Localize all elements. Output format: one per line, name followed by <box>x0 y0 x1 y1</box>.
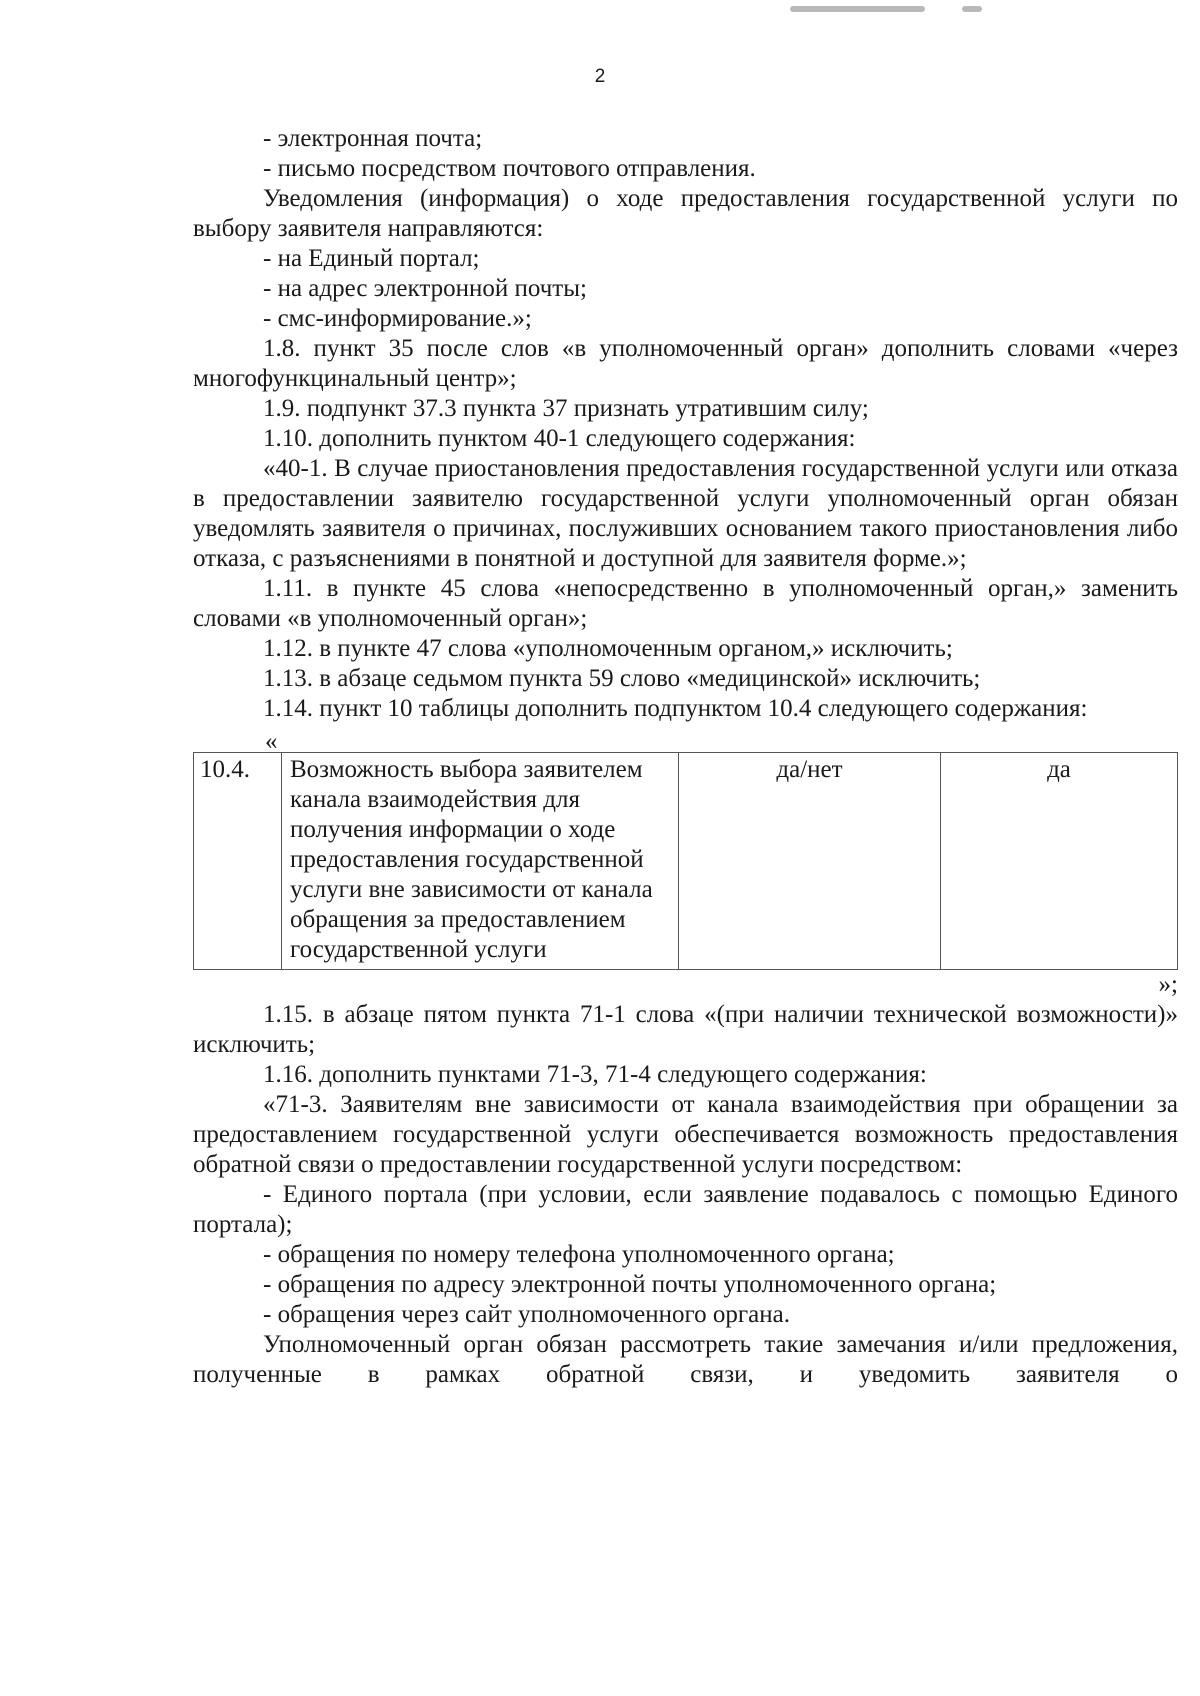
page-number: 2 <box>594 66 606 87</box>
list-item: - письмо посредством почтового отправления. <box>263 155 756 182</box>
paragraph-portal: - Единого портала (при условии, если заявление подавалось с помощью Единого портала); <box>193 1181 1178 1238</box>
paragraph-71-3: «71-3. Заявителям вне зависимости от канала взаимодействия при обращении за предоставлением государственной услуги обеспечивается возможность предоставления обратной связи о предоставлении государственной услуги посредством: <box>193 1091 1178 1178</box>
list-item: - электронная почта; <box>263 125 483 152</box>
paragraph-1-11: 1.11. в пункте 45 слова «непосредственно в уполномоченный орган,» заменить словами «в уполномоченный орган»; <box>193 575 1178 632</box>
quote-open: « <box>265 728 278 755</box>
paragraph-1-15: 1.15. в абзаце пятом пункта 71-1 слова «(при наличии технической возможности)» исключить; <box>193 1001 1178 1058</box>
paragraph-notifications: Уведомления (информация) о ходе предоставления государственной услуги по выбору заявителя направляются: <box>193 185 1178 242</box>
list-item: - смс-информирование.»; <box>263 305 532 332</box>
amendment-table <box>193 752 1178 970</box>
list-item: - на адрес электронной почты; <box>263 275 587 302</box>
list-item: - на Единый портал; <box>263 245 480 272</box>
paragraph-1-16: 1.16. дополнить пунктами 71-3, 71-4 следующего содержания: <box>263 1061 927 1088</box>
paragraph-final: Уполномоченный орган обязан рассмотреть такие замечания и/или предложения, полученные в рамках обратной связи, и уведомить заявителя о <box>193 1331 1178 1388</box>
paragraph-40-1: «40-1. В случае приостановления предоставления государственной услуги или отказа в предоставлении заявителю государственной услуги уполномоченный орган обязан уведомлять заявителя о причинах, послуживших основанием такого приостановления либо отказа, с разъяснениями в понятной и доступной для заявителя форме.»; <box>193 455 1178 572</box>
table-cell-number: 10.4. <box>194 753 282 970</box>
paragraph-1-13: 1.13. в абзаце седьмом пункта 59 слово «медицинской» исключить; <box>263 665 981 692</box>
scan-artifact <box>790 6 925 12</box>
table-cell-options: да/нет <box>679 753 941 970</box>
list-item: - обращения по адресу электронной почты уполномоченного органа; <box>263 1271 997 1298</box>
paragraph-1-14: 1.14. пункт 10 таблицы дополнить подпунктом 10.4 следующего содержания: <box>263 695 1088 722</box>
scan-artifact <box>962 6 982 12</box>
paragraph-1-12: 1.12. в пункте 47 слова «уполномоченным органом,» исключить; <box>263 635 953 662</box>
paragraph-1-8: 1.8. пункт 35 после слов «в уполномоченный орган» дополнить словами «через многофункцинальный центр»; <box>193 335 1178 392</box>
table-row <box>194 753 1178 970</box>
paragraph-1-10: 1.10. дополнить пунктом 40-1 следующего содержания: <box>263 425 856 452</box>
quote-close: »; <box>1158 971 1178 998</box>
list-item: - обращения через сайт уполномоченного органа. <box>263 1301 790 1328</box>
document-body <box>193 124 1178 1390</box>
table-cell-description: Возможность выбора заявителем канала взаимодействия для получения информации о ходе предоставления государственной услуги вне зависимости от канала обращения за предоставлением государственной услуги <box>282 753 679 970</box>
paragraph-1-9: 1.9. подпункт 37.3 пункта 37 признать утратившим силу; <box>263 395 869 422</box>
table-cell-value: да <box>941 753 1178 970</box>
list-item: - обращения по номеру телефона уполномоченного органа; <box>263 1241 895 1268</box>
